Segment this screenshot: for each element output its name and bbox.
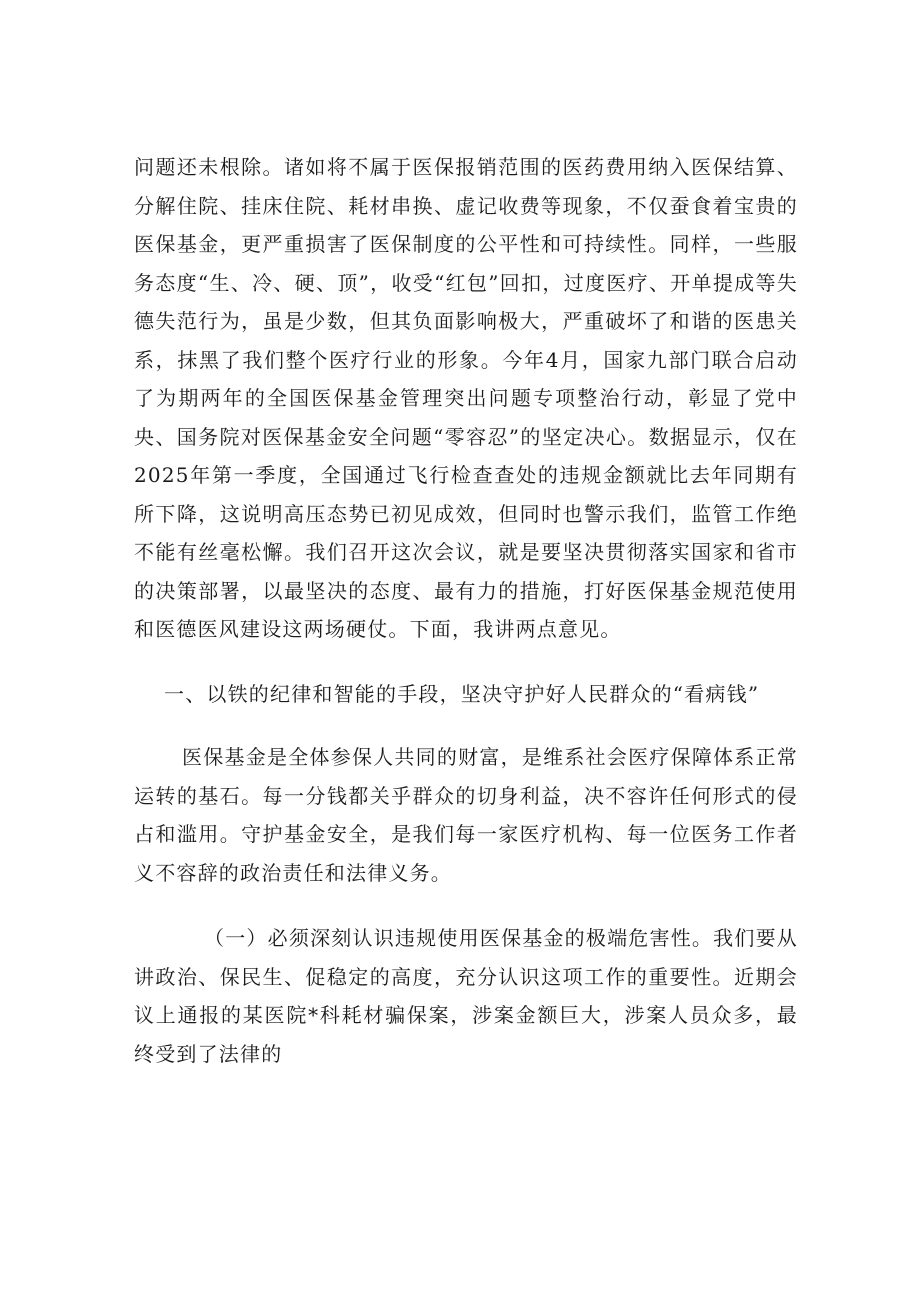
subsection-paragraph-1: （一）必须深刻认识违规使用医保基金的极端危害性。我们要从讲政治、保民生、促稳定的高度，充分认识这项工作的重要性。近期会议上通报的某医院*科耗材骗保案，涉案金额巨大，涉案人员众多，最终受到了法律的 [134, 926, 798, 1066]
body-paragraph-1: 问题还未根除。诸如将不属于医保报销范围的医药费用纳入医保结算、分解住院、挂床住院、耗材串换、虚记收费等现象，不仅蚕食着宝贵的医保基金，更严重损害了医保制度的公平性和可持续性。同样，一些服务态度“生、冷、硬、顶”，收受“红包”回扣，过度医疗、开单提成等失德失范行为，虽是少数，但其负面影响极大，严重破坏了和谐的医患关系，抹黑了我们整个医疗行业的形象。今年4月，国家九部门联合启动了为期两年的全国医保基金管理突出问题专项整治行动，彰显了党中央、国务院对医保基金安全问题“零容忍”的坚定决心。数据显示，仅在2025年第一季度，全国通过飞行检查查处的违规金额就比去年同期有所下降，这说明高压态势已初见成效，但同时也警示我们，监管工作绝不能有丝毫松懈。我们召开这次会议，就是要坚决贯彻落实国家和省市的决策部署，以最坚决的态度、最有力的措施，打好医保基金规范使用和医德医风建设这两场硬仗。下面，我讲两点意见。 [134, 155, 798, 641]
section-heading-1: 一、以铁的纪律和智能的手段，坚决守护好人民群众的“看病钱” [164, 681, 760, 706]
document-body [134, 148, 798, 1073]
body-paragraph-2: 医保基金是全体参保人共同的财富，是维系社会医疗保障体系正常运转的基石。每一分钱都关乎群众的切身利益，决不容许任何形式的侵占和滥用。守护基金安全，是我们每一家医疗机构、每一位医务工作者义不容辞的政治责任和法律义务。 [134, 745, 798, 885]
